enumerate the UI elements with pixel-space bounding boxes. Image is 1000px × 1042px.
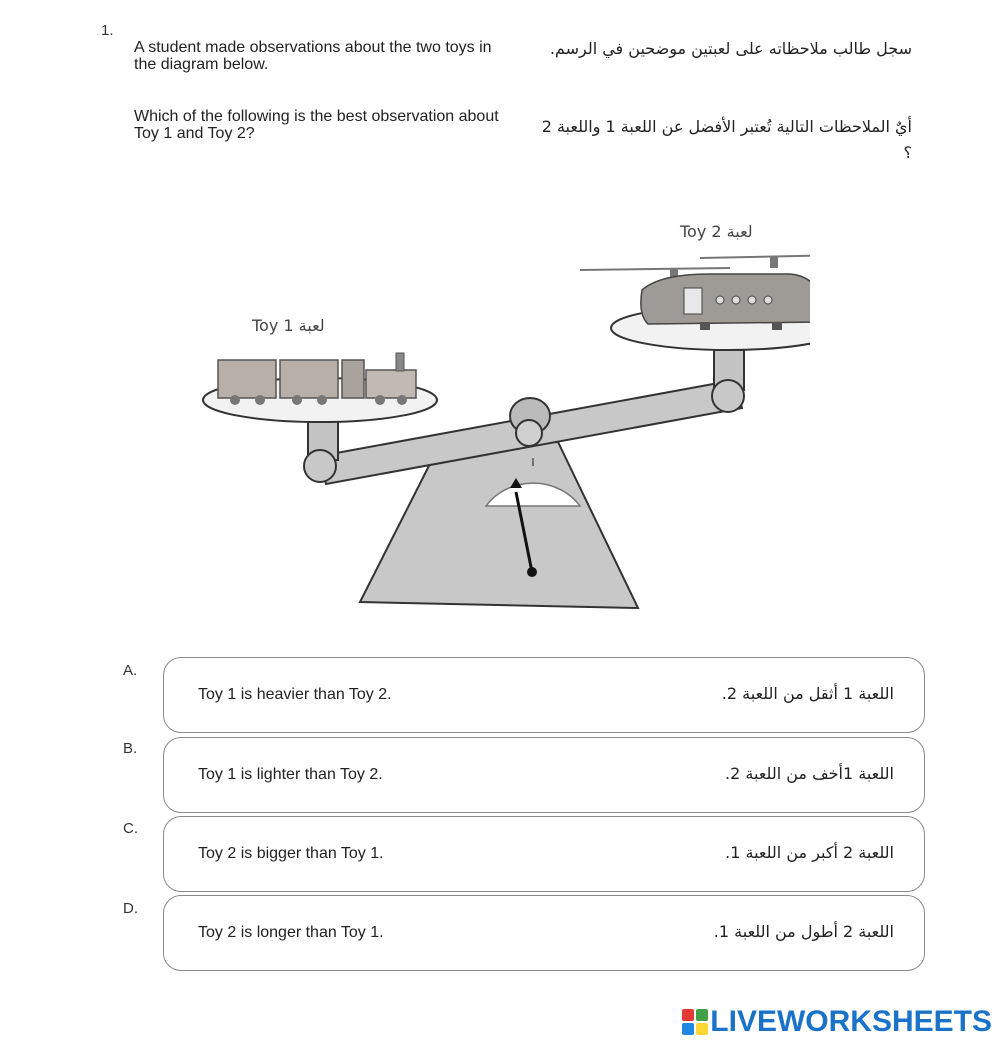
option-c-letter: C. <box>123 820 138 837</box>
option-b-en: Toy 1 is lighter than Toy 2. <box>198 766 383 783</box>
question-prompt-en: Which of the following is the best observation about Toy 1 and Toy 2? <box>134 108 499 142</box>
option-d[interactable] <box>163 895 925 971</box>
question-intro-en: A student made observations about the two toys in the diagram below. <box>134 39 492 73</box>
toy1-label: Toy 1 لعبة <box>252 316 325 335</box>
liveworksheets-brand <box>682 1002 992 1042</box>
toy2-label: Toy 2 لعبة <box>680 222 753 241</box>
option-c-en: Toy 2 is bigger than Toy 1. <box>198 845 384 862</box>
option-d-letter: D. <box>123 900 138 917</box>
balance-scale-diagram <box>190 210 810 620</box>
option-d-en: Toy 2 is longer than Toy 1. <box>198 924 384 941</box>
question-number: 1. <box>101 22 114 39</box>
question-intro-ar: سجل طالب ملاحظاته على لعبتين موضحين في الرسم. <box>549 39 912 58</box>
option-c[interactable] <box>163 816 925 892</box>
option-b-letter: B. <box>123 740 138 757</box>
option-c-ar: اللعبة 2 أكبر من اللعبة 1. <box>725 843 894 862</box>
option-d-ar: اللعبة 2 أطول من اللعبة 1. <box>713 922 894 941</box>
option-a[interactable] <box>163 657 925 733</box>
option-a-en: Toy 1 is heavier than Toy 2. <box>198 686 392 703</box>
option-b[interactable] <box>163 737 925 813</box>
question-prompt-ar: أيٌ الملاحظات التالية تُعتبر الأفضل عن اللعبة 1 واللعبة 2 ؟ <box>541 117 912 162</box>
liveworksheets-logo-icon <box>682 1009 708 1035</box>
option-a-letter: A. <box>123 662 138 679</box>
option-a-ar: اللعبة 1 أثقل من اللعبة 2. <box>721 684 894 703</box>
brand-name: LIVEWORKSHEETS <box>710 1005 992 1038</box>
option-b-ar: اللعبة 1أخف من اللعبة 2. <box>725 764 894 783</box>
toy2-helicopter <box>580 255 810 330</box>
toy1-train <box>218 353 416 405</box>
